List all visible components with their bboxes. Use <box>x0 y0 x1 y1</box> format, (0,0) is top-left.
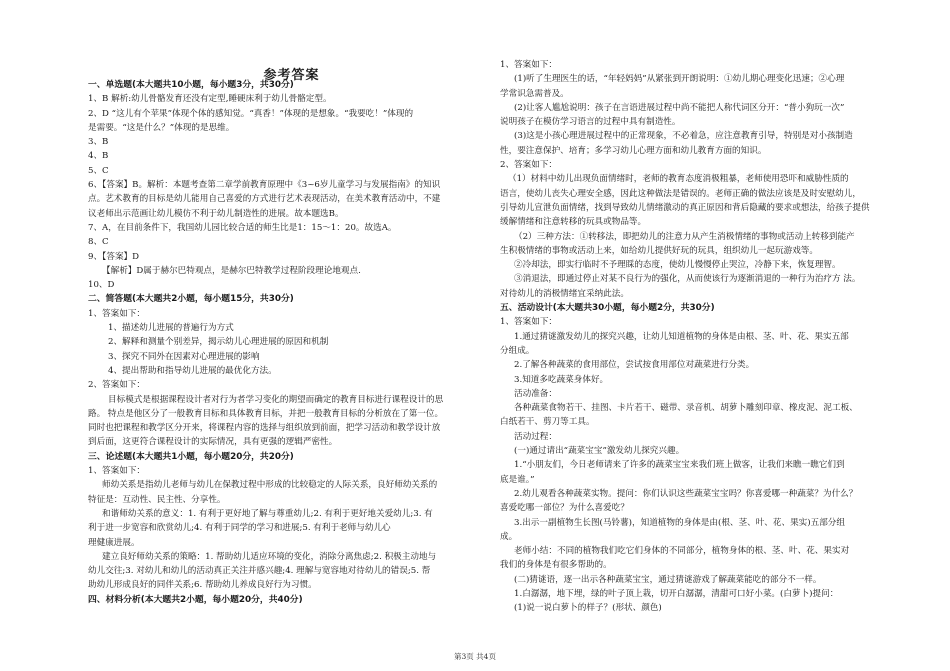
text-line: 我们的身体是有很多帮助的。 <box>500 560 612 571</box>
page-footer: 第3页 共4页 <box>454 652 496 661</box>
text-line: 到后面，这更符合课程设计的实际情况，具有更强的逻辑严密性。 <box>88 437 338 448</box>
text-line: 同时也把课程和教学区分开来，将课程内容的选择与组织放到前面，把学习活动和教学设计放 <box>88 423 441 434</box>
text-line: 4、提出帮助和指导幼儿进展的最优化方法。 <box>108 365 277 376</box>
text-line: 2.幼儿观看各种蔬菜实物。提问：你们认识这些蔬菜宝宝吗？你喜爱哪一种蔬菜？为什么？ <box>514 488 858 499</box>
text-line: 1、答案如下： <box>88 308 146 319</box>
text-line: 生积极情绪的事物或活动上来，如给幼儿提供好玩的玩具，组织幼儿一起玩游戏等。 <box>500 245 818 256</box>
text-line: 说明孩子在模仿学习语言的过程中具有制造性。 <box>500 117 681 128</box>
section-heading: 三、论述题(本大题共1小题，每小题20分，共20分) <box>88 451 294 462</box>
text-line: 点。艺术教育的目标是幼儿能用自己喜爱的方式进行艺术表现活动，在美术教育活动中，不建 <box>88 194 441 205</box>
text-line: 学常识急需普及。 <box>500 88 569 99</box>
text-line: 特征是：互动性、民主性、分享性。 <box>88 494 226 505</box>
text-line: 3.出示一副植物生长图(马铃薯)，知道植物的身体是由(根、茎、叶、花、果实)五部分组 <box>514 517 845 528</box>
text-line: 性，要注意保护、培育；多学习幼儿心理方面和幼儿教育方面的知识。 <box>500 145 767 156</box>
text-line: 3、探究不同外在因素对心理进展的影响 <box>108 351 260 362</box>
text-line: 2.了解各种蔬菜的食用部位，尝试按食用部位对蔬菜进行分类。 <box>514 360 755 371</box>
text-line: (3)这是小孩心理进展过程中的正常现象，不必着急，应注意教育引导，特别是对小孩制造 <box>514 131 853 142</box>
text-line: 1、B 解析:幼儿骨骼发育还没有定型,睡硬床利于幼儿骨骼定型。 <box>88 94 332 105</box>
text-line: 议老师出示范画让幼儿模仿不利于幼儿制造性的进展。故本题选B。 <box>88 208 344 219</box>
text-line: 7、A，在目前条件下，我国幼儿园比较合适的师生比是1：15～1：20。故选A。 <box>88 222 397 233</box>
text-line: 9、【答案】D <box>88 251 140 262</box>
text-line: 对待幼儿的消极情绪宜采纳此法。 <box>500 288 629 299</box>
text-line: 1、答案如下： <box>500 317 558 328</box>
text-line: 活动过程： <box>514 431 557 442</box>
text-line: ③消退法，即通过停止对某不良行为的强化，从而使该行为逐渐消退的一种行为治疗方 法。 <box>514 274 861 285</box>
text-line: 喜爱吃哪一部位？为什么喜爱吃？ <box>500 503 629 514</box>
text-line: 4、B <box>88 151 109 162</box>
text-line: 2、答案如下： <box>500 160 558 171</box>
text-line: 2、答案如下： <box>88 380 146 391</box>
text-line: 2、D “这儿有个苹果”体现个体的感知觉。“真香！”体现的是想象。“我要吃！”体现的 <box>88 108 414 119</box>
text-line: 助幼儿形成良好的同伴关系;6. 帮助幼儿养成良好行为习惯。 <box>88 580 317 591</box>
section-heading: 一、单选题(本大题共10小题，每小题3分，共30分) <box>88 80 294 90</box>
text-line: 和谐师幼关系的意义：1. 有利于更好地了解与尊重幼儿;2. 有利于更好地关爱幼儿;3. 有 <box>102 508 433 519</box>
section-heading: 五、活动设计(本大题共30小题，每小题2分，共30分) <box>500 303 715 314</box>
text-line: 6、【答案】B。解析：本题考查第二章学前教育原理中《3~6岁儿童学习与发展指南》的知识 <box>88 180 441 191</box>
left-column <box>88 58 495 607</box>
text-line: 成。 <box>500 531 518 542</box>
text-line: 语言，使幼儿丧失心理安全感，因此这种做法是错误的。老师正确的做法应该是及时安慰幼儿， <box>500 188 861 199</box>
text-line: (二)猜谜语，逐一出示各种蔬菜宝宝，通过猜谜游戏了解蔬菜能吃的部分不一样。 <box>514 574 822 585</box>
right-column <box>500 58 907 616</box>
text-line: 路。 特点是他区分了一般教育目标和具体教育目标，并把一般教育目标的分析放在了第一位。 <box>88 408 444 419</box>
text-line: 10、D <box>88 280 115 291</box>
text-line: 底是谁。” <box>500 474 535 485</box>
text-line: 1、答案如下： <box>88 466 146 477</box>
text-line: 3、B <box>88 137 109 148</box>
text-line: ②冷却法，即实行临时不予理睬的态度，使幼儿慢慢停止哭泣，冷静下来，恢复理智。 <box>514 260 841 271</box>
text-line: 1.白潺潺，地下埋，绿的叶子顶上栽，切开白潺潺，清甜可口好小菜。(白萝卜)提问： <box>514 588 839 599</box>
text-line: 老师小结：不同的植物我们吃它们身体的不同部分，植物身体的根、茎、叶、花、果实对 <box>514 546 850 557</box>
text-line: 1.通过猜谜激发幼儿的探究兴趣，让幼儿知道植物的身体是由根、茎、叶、花、果实五部 <box>514 331 849 342</box>
text-line: 是需要。“这是什么？”体现的是思维。 <box>88 122 235 133</box>
text-line: 利于进一步宽容和欣赏幼儿;4. 有利于同学的学习和进展;5. 有利于老师与幼儿心 <box>88 523 391 534</box>
text-line: 8、C <box>88 237 109 248</box>
text-line: 【解析】D属于赫尔巴特观点，是赫尔巴特教学过程阶段理论地观点. <box>102 265 361 276</box>
text-line: （1）材料中幼儿出现负面情绪时，老师的教育态度消极粗暴，老师使用恐吓和威胁性质的 <box>508 174 849 185</box>
text-line: 建立良好师幼关系的策略：1. 帮助幼儿适应环境的变化，消除分离焦虑;2. 积极主动地与 <box>102 551 437 562</box>
page-title: 参考答案 <box>263 68 320 83</box>
text-line: (一)通过请出“蔬菜宝宝”激发幼儿探究兴趣。 <box>514 446 685 457</box>
text-line: 师幼关系是指幼儿老师与幼儿在保教过程中形成的比较稳定的人际关系，良好师幼关系的 <box>102 480 438 491</box>
text-line: 理健康进展。 <box>88 537 140 548</box>
text-line: 目标模式是根据课程设计者对行为者学习变化的期望而确定的教育目标进行课程设计的思 <box>108 394 444 405</box>
text-line: (2)让客人尴尬说明：孩子在言语进展过程中尚不能把人称代词区分开：“普小狗玩一次” <box>514 102 845 113</box>
text-line: （2）三种方法：①转移法，即把幼儿的注意力从产生消极情绪的事物或活动上转移到能产 <box>514 231 855 242</box>
text-line: 缓解情绪和注意转移的玩具或物品等。 <box>500 217 647 228</box>
section-heading: 四、材料分析(本大题共2小题，每小题20分，共40分) <box>88 594 303 605</box>
text-line: (1)说一说白萝卜的样子？(形状、颜色) <box>514 603 662 614</box>
text-line: 活动准备： <box>514 388 557 399</box>
text-line: 引导幼儿宣泄负面情绪，找到导致幼儿情绪激动的真正原因和背后隐藏的要求或想法，给孩子提供 <box>500 202 870 213</box>
text-line: 1.“小朋友们，今日老师请来了许多的蔬菜宝宝来我们班上做客，让我们来瞧一瞧它们到 <box>514 460 845 471</box>
text-line: 各种蔬菜食物若干、挂图、卡片若干、磁带、录音机、胡萝卜雕刻印章、橡皮泥、泥工板、 <box>514 403 858 414</box>
text-line: 3.知道多吃蔬菜身体好。 <box>514 374 609 385</box>
text-line: 幼儿交往;3. 对幼儿和幼儿的活动真正关注并感兴趣;4. 理解与宽容地对待幼儿的错误;5. 帮 <box>88 566 431 577</box>
text-line: 1、描述幼儿进展的普遍行为方式 <box>108 323 234 334</box>
text-line: (1)听了生理医生的话，“年轻妈妈”从紧张到开朗说明：①幼儿期心理变化迅速；②心理 <box>514 74 845 85</box>
section-heading: 二、简答题(本大题共2小题，每小题15分，共30分) <box>88 294 294 305</box>
text-line: 分组成。 <box>500 345 535 356</box>
text-line: 白纸若干、剪刀等工具。 <box>500 417 595 428</box>
column-spacer <box>88 58 495 78</box>
text-line: 2、解释和测量个别差异，揭示幼儿心理进展的原因和机制 <box>108 337 329 348</box>
text-line: 5、C <box>88 165 109 176</box>
text-line: 1、答案如下： <box>500 60 558 70</box>
